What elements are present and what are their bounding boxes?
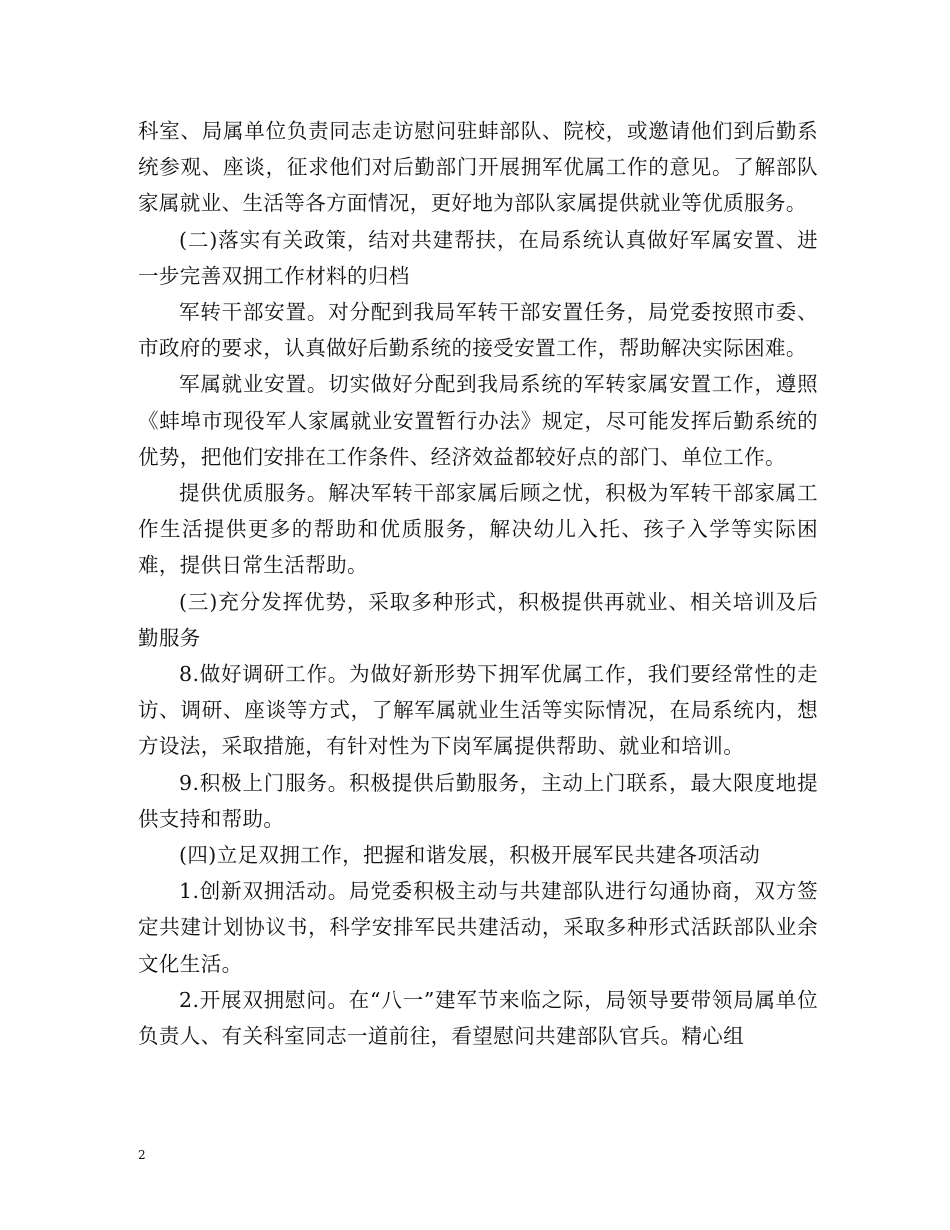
page-number: 2 <box>138 1148 146 1162</box>
paragraph-5: 提供优质服务。解决军转干部家属后顾之忧，积极为军转干部家属工作生活提供更多的帮助和优质服务，解决幼儿入托、孩子入学等实际困难，提供日常生活帮助。 <box>138 481 818 578</box>
paragraph-1: 科室、局属单位负责同志走访慰问驻蚌部队、院校，或邀请他们到后勤系统参观、座谈，征求他们对后勤部门开展拥军优属工作的意见。了解部队家属就业、生活等各方面情况，更好地为部队家属提供就业等优质服务。 <box>138 119 818 216</box>
document-body <box>138 113 818 1054</box>
paragraph-item-1: 1.创新双拥活动。局党委积极主动与共建部队进行勾通协商，双方签定共建计划协议书，科学安排军民共建活动，采取多种形式活跃部队业余文化生活。 <box>138 879 818 976</box>
paragraph-3: 军转干部安置。对分配到我局军转干部安置任务，局党委按照市委、市政府的要求，认真做好后勤系统的接受安置工作，帮助解决实际困难。 <box>138 300 818 361</box>
section-heading-3: (三)充分发挥优势，采取多种形式，积极提供再就业、相关培训及后勤服务 <box>138 589 818 650</box>
paragraph-4: 军属就业安置。切实做好分配到我局系统的军转家属安置工作，遵照《蚌埠市现役军人家属就业安置暂行办法》规定，尽可能发挥后勤系统的优势，把他们安排在工作条件、经济效益都较好点的部门、单位工作。 <box>138 372 818 469</box>
paragraph-item-8: 8.做好调研工作。为做好新形势下拥军优属工作，我们要经常性的走访、调研、座谈等方式，了解军属就业生活等实际情况，在局系统内，想方设法，采取措施，有针对性为下岗军属提供帮助、就业和培训。 <box>138 662 818 759</box>
section-heading-4: (四)立足双拥工作，把握和谐发展，积极开展军民共建各项活动 <box>179 843 761 868</box>
section-heading-2: (二)落实有关政策，结对共建帮扶，在局系统认真做好军属安置、进一步完善双拥工作材料的归档 <box>138 227 818 288</box>
paragraph-item-2: 2.开展双拥慰问。在“八一”建军节来临之际，局领导要带领局属单位负责人、有关科室同志一道前往，看望慰问共建部队官兵。精心组 <box>138 987 818 1049</box>
paragraph-item-9: 9.积极上门服务。积极提供后勤服务，主动上门联系，最大限度地提供支持和帮助。 <box>138 770 818 831</box>
